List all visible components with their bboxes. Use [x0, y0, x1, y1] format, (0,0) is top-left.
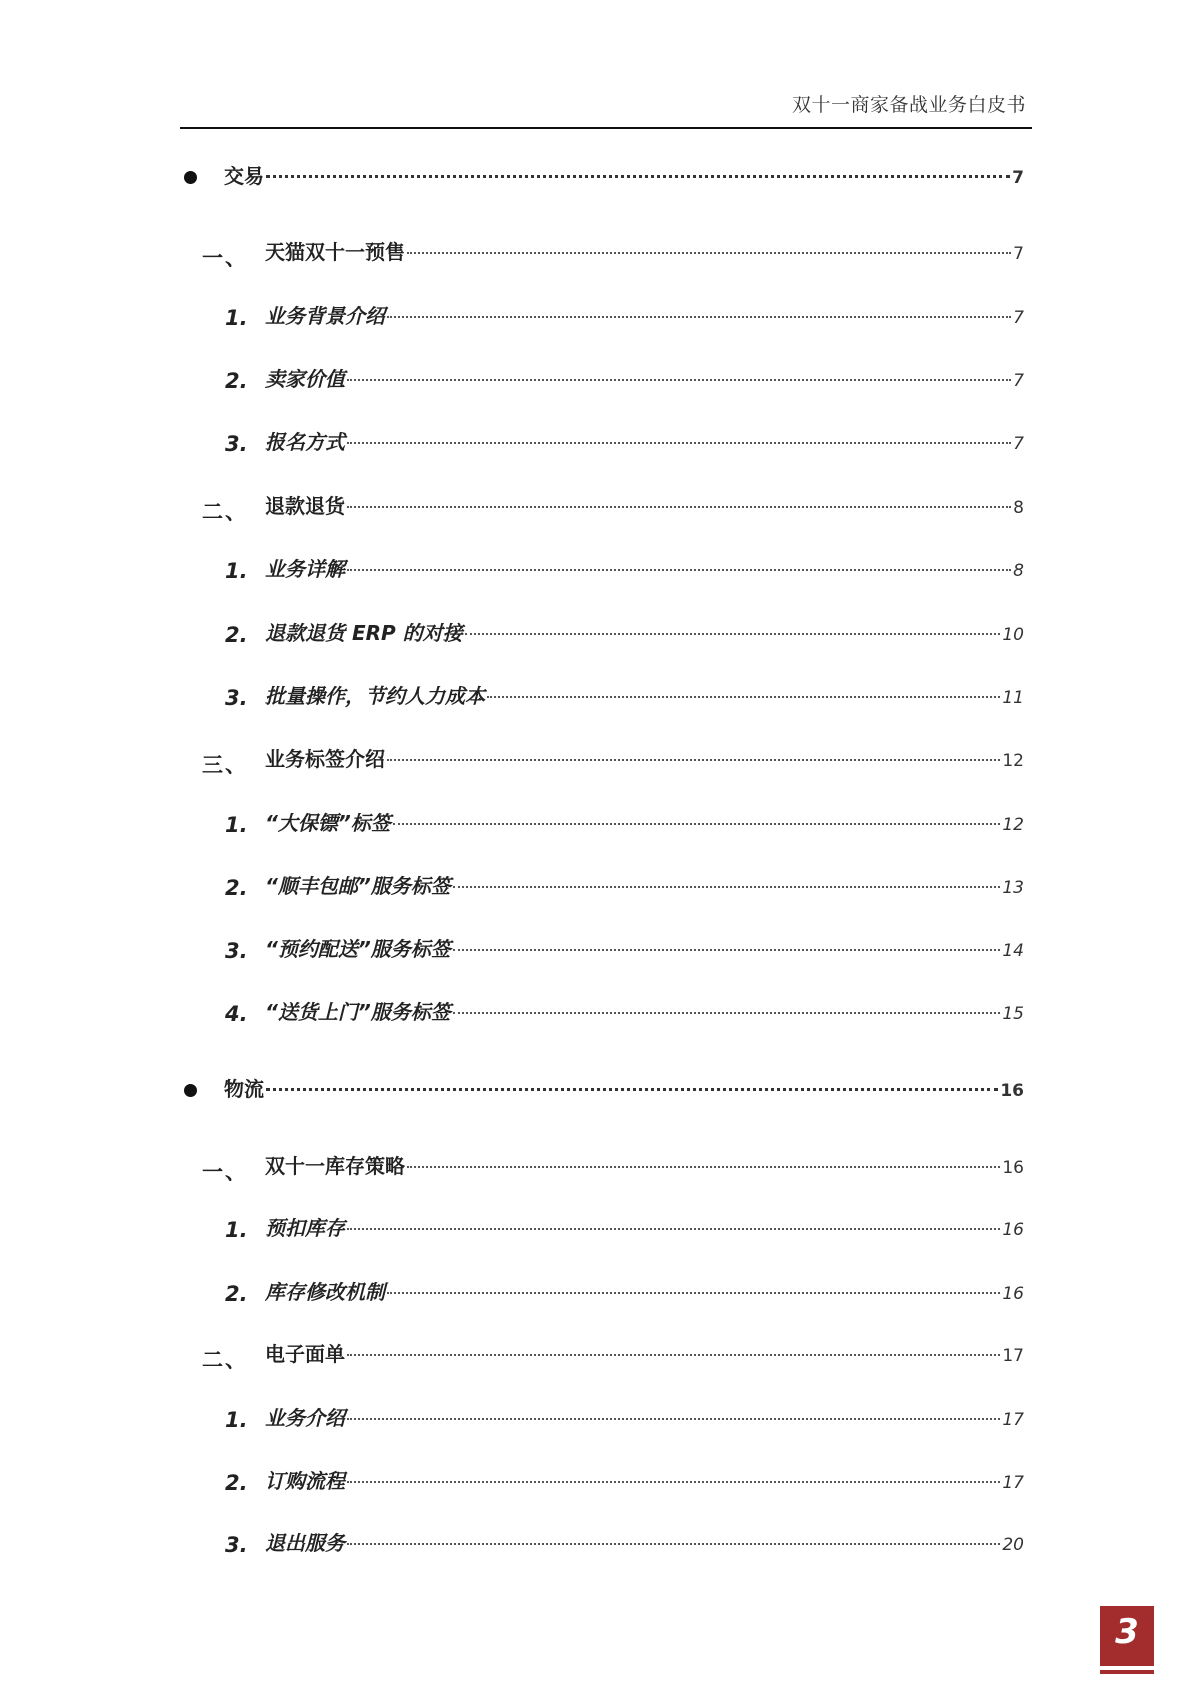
toc-entry-page: 7 — [1013, 434, 1024, 454]
toc-entry[interactable] — [0, 300, 1200, 334]
toc-entry[interactable] — [0, 1402, 1200, 1436]
toc-entry-title: 退款退货 ERP 的对接 — [265, 621, 463, 645]
toc-entry-page: 8 — [1013, 561, 1024, 581]
page-header-title: 双十一商家备战业务白皮书 — [791, 94, 1026, 116]
toc-entry-page: 16 — [1002, 1220, 1024, 1240]
toc-entry-number: 二、 — [202, 500, 248, 524]
toc-entry-title: 预扣库存 — [265, 1216, 345, 1240]
dot-leader — [387, 316, 1011, 318]
toc-entry[interactable] — [0, 680, 1200, 714]
page-number: 3 — [1115, 1612, 1139, 1652]
toc-entry[interactable] — [0, 1465, 1200, 1499]
dot-leader — [347, 1354, 1000, 1356]
toc-entry-number: 2. — [225, 1282, 248, 1306]
toc-entry[interactable] — [0, 1150, 1200, 1184]
toc-entry-title: 天猫双十一预售 — [265, 240, 405, 264]
toc-entry-number: 3. — [225, 1533, 248, 1557]
toc-entry[interactable] — [0, 1276, 1200, 1310]
toc-entry-title: 库存修改机制 — [265, 1280, 385, 1304]
toc-entry-page: 16 — [1000, 1081, 1024, 1101]
toc-entry-title: 卖家价值 — [265, 367, 345, 391]
toc-entry-number: 2. — [225, 369, 248, 393]
toc-entry-page: 17 — [1002, 1473, 1024, 1493]
toc-entry[interactable] — [0, 996, 1200, 1030]
dot-leader — [347, 1543, 1000, 1545]
toc-entry-page: 13 — [1002, 878, 1024, 898]
toc-entry-number: 一、 — [202, 246, 248, 270]
toc-entry-title: 退出服务 — [265, 1531, 345, 1555]
dot-leader — [347, 569, 1011, 571]
toc-entry-number: 4. — [225, 1002, 248, 1026]
toc-entry-number: 2. — [225, 876, 248, 900]
dot-leader — [453, 1012, 1001, 1014]
dot-leader — [347, 1228, 1000, 1230]
toc-entry-page: 7 — [1013, 371, 1024, 391]
toc-entry-page: 7 — [1013, 308, 1024, 328]
toc-entry-page: 12 — [1002, 751, 1024, 771]
toc-entry-number: 1. — [225, 559, 248, 583]
toc-entry-title: “送货上门”服务标签 — [265, 1000, 451, 1024]
toc-entry-page: 7 — [1012, 168, 1024, 188]
toc-entry-title: 业务介绍 — [265, 1406, 345, 1430]
toc-entry-page: 7 — [1013, 244, 1024, 264]
toc-entry-title: 双十一库存策略 — [265, 1154, 405, 1178]
toc-entry[interactable] — [0, 617, 1200, 651]
toc-entry[interactable] — [0, 870, 1200, 904]
dot-leader — [393, 823, 1001, 825]
toc-entry[interactable] — [0, 1338, 1200, 1372]
page-number-underline — [1100, 1670, 1154, 1674]
dot-leader — [407, 1166, 1000, 1168]
toc-entry[interactable] — [0, 426, 1200, 460]
toc-entry-title: 业务标签介绍 — [265, 747, 385, 771]
toc-entry-page: 12 — [1002, 815, 1024, 835]
toc-entry-number: 三、 — [202, 753, 248, 777]
toc-entry-number: 1. — [225, 813, 248, 837]
toc-entry-number: 2. — [225, 1471, 248, 1495]
dot-leader — [347, 379, 1011, 381]
toc-entry-title: “顺丰包邮”服务标签 — [265, 874, 451, 898]
toc-entry-title: “预约配送”服务标签 — [265, 937, 451, 961]
dot-leader — [347, 442, 1011, 444]
dot-leader — [487, 696, 1000, 698]
toc-entry-number: 1. — [225, 306, 248, 330]
toc-entry-number: 一、 — [202, 1160, 248, 1184]
toc-entry-page: 16 — [1002, 1158, 1024, 1178]
toc-entry-title: 物流 — [224, 1077, 264, 1101]
bullet-icon — [184, 1084, 197, 1097]
toc-entry-title: 退款退货 — [265, 494, 345, 518]
dot-leader — [266, 175, 1010, 178]
toc-entry-title: 业务详解 — [265, 557, 345, 581]
toc-entry-page: 15 — [1002, 1004, 1024, 1024]
toc-entry-title: 报名方式 — [265, 430, 345, 454]
toc-entry-number: 1. — [225, 1218, 248, 1242]
toc-entry-page: 8 — [1013, 498, 1024, 518]
dot-leader — [453, 949, 1001, 951]
page-number-badge — [1100, 1606, 1154, 1666]
toc-entry-number: 3. — [225, 686, 248, 710]
toc-entry-title: 业务背景介绍 — [265, 304, 385, 328]
toc-entry-title: 批量操作，节约人力成本 — [265, 684, 485, 708]
toc-entry[interactable] — [0, 160, 1200, 194]
toc-entry[interactable] — [0, 1073, 1200, 1107]
dot-leader — [465, 633, 1001, 635]
toc-entry-page: 16 — [1002, 1284, 1024, 1304]
toc-entry-title: 电子面单 — [265, 1342, 345, 1366]
toc-entry-number: 2. — [225, 623, 248, 647]
toc-entry-page: 11 — [1002, 688, 1024, 708]
dot-leader — [387, 1292, 1000, 1294]
dot-leader — [347, 1418, 1000, 1420]
toc-entry-page: 17 — [1002, 1346, 1024, 1366]
toc-entry-page: 14 — [1002, 941, 1024, 961]
toc-entry[interactable] — [0, 933, 1200, 967]
toc-entry-title: “大保镖”标签 — [265, 811, 391, 835]
dot-leader — [347, 506, 1011, 508]
toc-entry[interactable] — [0, 490, 1200, 524]
toc-entry[interactable] — [0, 1527, 1200, 1561]
toc-entry[interactable] — [0, 363, 1200, 397]
toc-entry[interactable] — [0, 1212, 1200, 1246]
toc-entry[interactable] — [0, 743, 1200, 777]
toc-entry-page: 10 — [1002, 625, 1024, 645]
toc-entry-page: 17 — [1002, 1410, 1024, 1430]
toc-entry[interactable] — [0, 807, 1200, 841]
toc-entry-number: 3. — [225, 432, 248, 456]
toc-entry-title: 订购流程 — [265, 1469, 345, 1493]
dot-leader — [387, 759, 1000, 761]
toc-entry-page: 20 — [1002, 1535, 1024, 1555]
toc-entry-number: 二、 — [202, 1348, 248, 1372]
toc-entry[interactable] — [0, 236, 1200, 270]
bullet-icon — [184, 171, 197, 184]
toc-entry-number: 1. — [225, 1408, 248, 1432]
dot-leader — [266, 1088, 998, 1091]
dot-leader — [347, 1481, 1000, 1483]
toc-entry[interactable] — [0, 553, 1200, 587]
toc-entry-number: 3. — [225, 939, 248, 963]
dot-leader — [453, 886, 1001, 888]
toc-entry-title: 交易 — [224, 164, 264, 188]
dot-leader — [407, 252, 1011, 254]
